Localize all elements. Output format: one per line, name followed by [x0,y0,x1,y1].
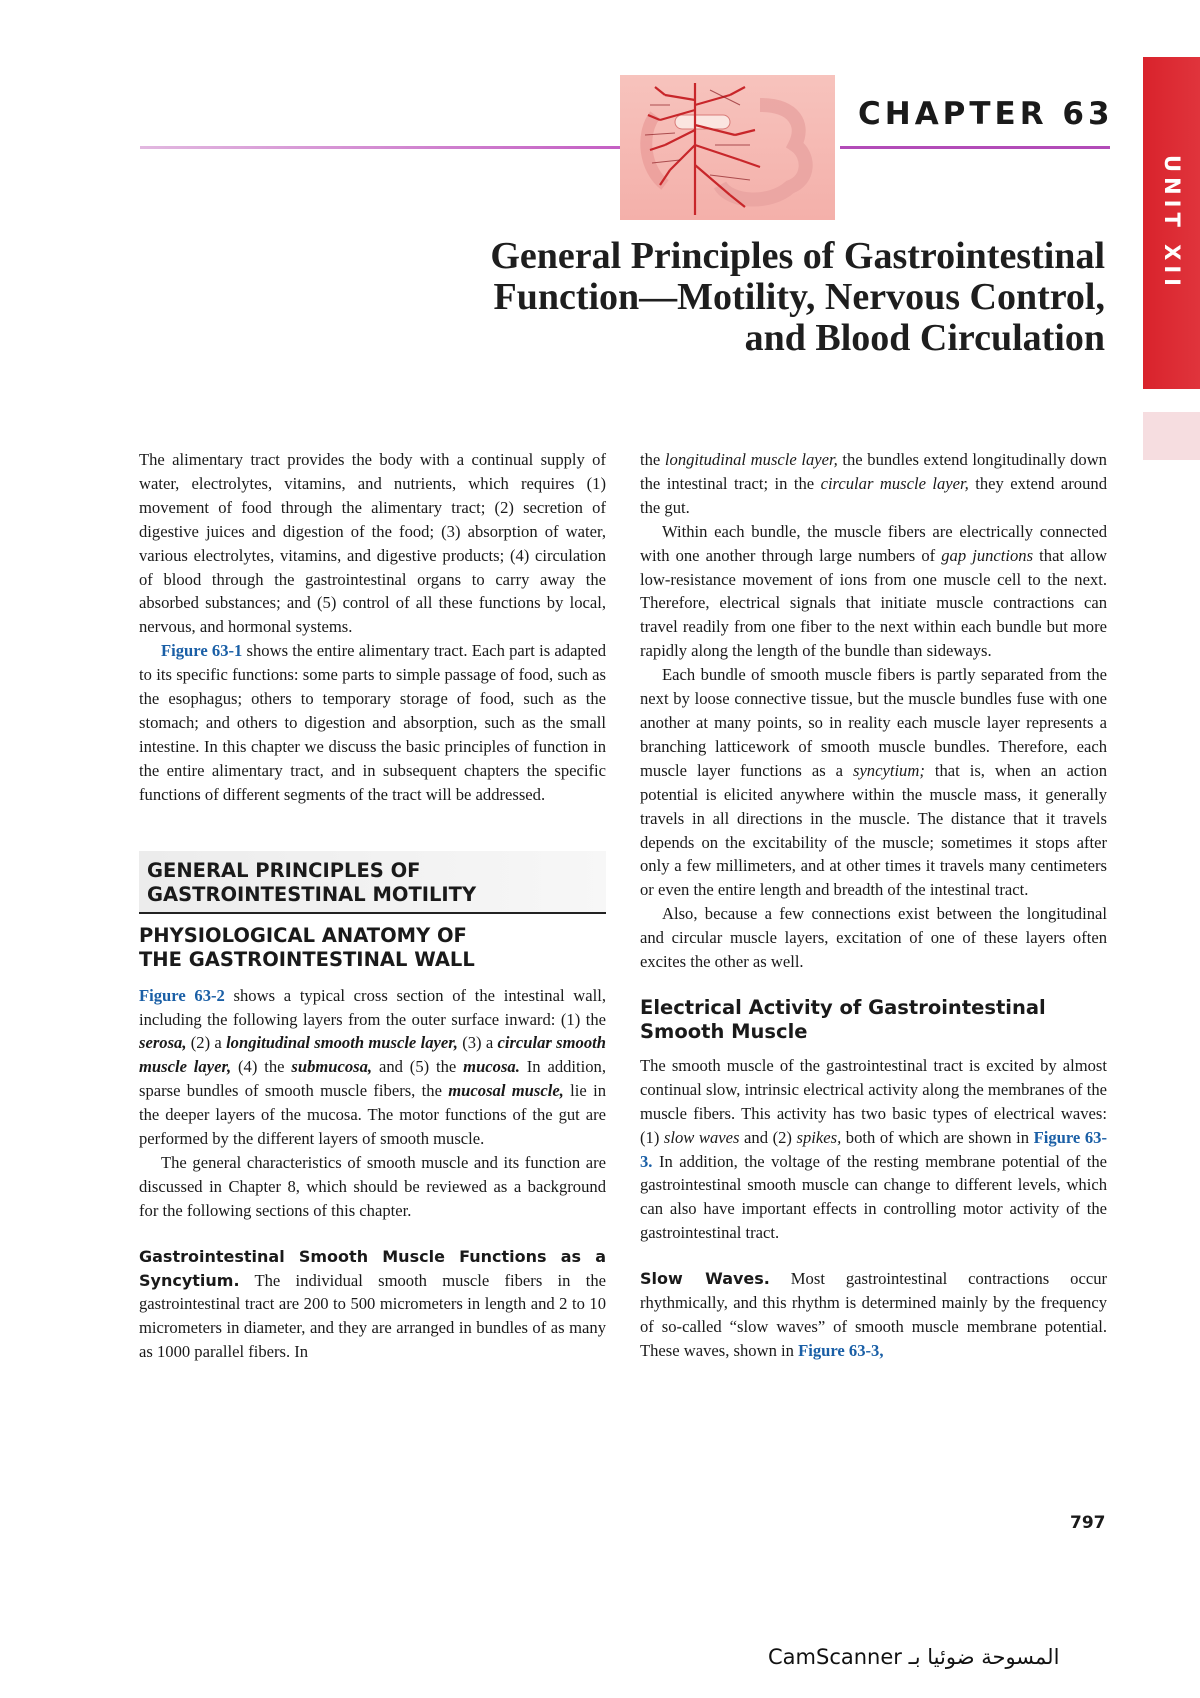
left-column [139,448,606,1364]
anatomy-paragraph: Figure 63-2 shows a typical cross section of the intestinal wall, including the following layers from the outer surface inward: (1) the serosa, (2) a longitudinal smooth muscle layer, (3) a circular smooth muscle layer, (4) the submucosa, and (5) the mucosa. In addition, sparse bundles of smooth muscle fibers, the mucosal muscle, lie in the deeper layers of the mucosa. The motor functions of the gut are performed by the different layers of smooth muscle. [139,985,606,1149]
unit-tab [1143,57,1200,389]
slow-waves-runin-heading: Slow Waves. [640,1269,770,1289]
figure-63-3-link[interactable]: Figure 63-3. [640,1127,1107,1171]
slow-waves-paragraph: Slow Waves. Most gastrointestinal contractions occur rhythmically, and this rhythm is determined mainly by the frequency of so-called “slow waves” of smooth muscle membrane potential. These waves, shown in Figure 63-3, [640,1269,1108,1360]
figure-63-1-link[interactable]: Figure 63-1 [161,641,243,661]
gap-junction-paragraph: Within each bundle, the muscle fibers are electrically connected with one another through large numbers of gap junctions that allow low-resistance movement of ions from one muscle cell to the next. Therefore, electrical signals that initiate muscle contractions can travel readily from one fiber to the next within each bundle but more rapidly along the length of the bundle than sideways. [640,521,1107,661]
section-heading-box [139,851,606,914]
electrical-activity-heading: Electrical Activity of Gastrointestinal Smooth Muscle [640,995,1046,1043]
figure-63-3-link-2[interactable]: Figure 63-3, [798,1340,884,1360]
subheading-anatomy: PHYSIOLOGICAL ANATOMY OF THE GASTROINTESTINAL WALL [139,923,475,971]
header-rule-right [840,146,1110,149]
chapter-title-line1: General Principles of Gastrointestinal [490,235,1105,277]
connections-paragraph: Also, because a few connections exist between the longitudinal and circular muscle layers, excitation of one of these layers often excites the other as well. [640,904,1107,972]
chapter-illustration-icon [620,75,835,220]
unit-tab-marker [1143,412,1200,460]
chapter-title-line2: Function—Motility, Nervous Control, [493,276,1105,318]
syncytium-detail-paragraph: Each bundle of smooth muscle fibers is partly separated from the next by loose connective tissue, but the muscle bundles fuse with one another at many points, so in reality each muscle layer represents a branching latticework of smooth muscle bundles. Therefore, each muscle layer functions as a syncytium; that is, when an action potential is elicited anywhere within the muscle mass, it generally travels in all directions in the muscle. The distance that it travels depends on the excitability of the muscle; sometimes it stops after only a few millimeters, and at other times it travels many centimeters or even the entire length and breadth of the intestinal tract. [640,665,1107,900]
section-heading: GENERAL PRINCIPLES OF GASTROINTESTINAL MOTILITY [147,858,477,906]
general-characteristics-paragraph: The general characteristics of smooth muscle and its function are discussed in Chapter 8, which should be reviewed as a background for the following sections of this chapter. [139,1152,606,1220]
chapter-title [480,236,1105,359]
continued-paragraph: the longitudinal muscle layer, the bundles extend longitudinally down the intestinal tract; in the circular muscle layer, they extend around the gut. [640,450,1107,517]
chapter-title-line3: and Blood Circulation [744,317,1105,359]
unit-tab-label: UNIT XII [1159,155,1184,291]
header-rule-left [140,146,620,149]
figure-63-2-link[interactable]: Figure 63-2 [139,985,225,1005]
syncytium-runin-heading: Gastrointestinal Smooth Muscle Functions as a Syncytium. [139,1246,606,1290]
right-column [640,448,1107,1363]
scanner-watermark: CamScanner المسوحة ضوئيا بـ [768,1645,1060,1669]
intro-paragraph-1: The alimentary tract provides the body with a continual supply of water, electrolytes, vitamins, and nutrients, which requires (1) movement of food through the alimentary tract; (2) secretion of digestive juices and digestion of the food; (3) absorption of water, various electrolytes, vitamins, and digestive products; (4) circulation of blood through the gastrointestinal organs to carry away the absorbed substances; and (5) control of all these functions by local, nervous, and hormonal systems. [139,450,606,637]
syncytium-paragraph: Gastrointestinal Smooth Muscle Functions as a Syncytium. The individual smooth muscle fibers in the gastrointestinal tract are 200 to 500 micrometers in length and 2 to 10 micrometers in diameter, and they are arranged in bundles of as many as 1000 parallel fibers. In [139,1246,606,1362]
chapter-label: CHAPTER 63 [858,96,1114,132]
intro-paragraph-2: Figure 63-1 shows the entire alimentary tract. Each part is adapted to its specific functions: some parts to simple passage of food, such as the esophagus; others to temporary storage of food, such as the stomach; and others to digestion and absorption, such as the small intestine. In this chapter we discuss the basic principles of function in the entire alimentary tract, and in subsequent chapters the specific functions of different segments of the tract will be addressed. [139,641,606,804]
page-number: 797 [1070,1513,1106,1533]
electrical-activity-paragraph: The smooth muscle of the gastrointestinal tract is excited by almost continual slow, intrinsic electrical activity along the membranes of the muscle fibers. This activity has two basic types of electrical waves: (1) slow waves and (2) spikes, both of which are shown in Figure 63-3. In addition, the voltage of the resting membrane potential of the gastrointestinal smooth muscle can change to different levels, which can also have important effects in controlling motor activity of the gastrointestinal tract. [640,1055,1107,1243]
